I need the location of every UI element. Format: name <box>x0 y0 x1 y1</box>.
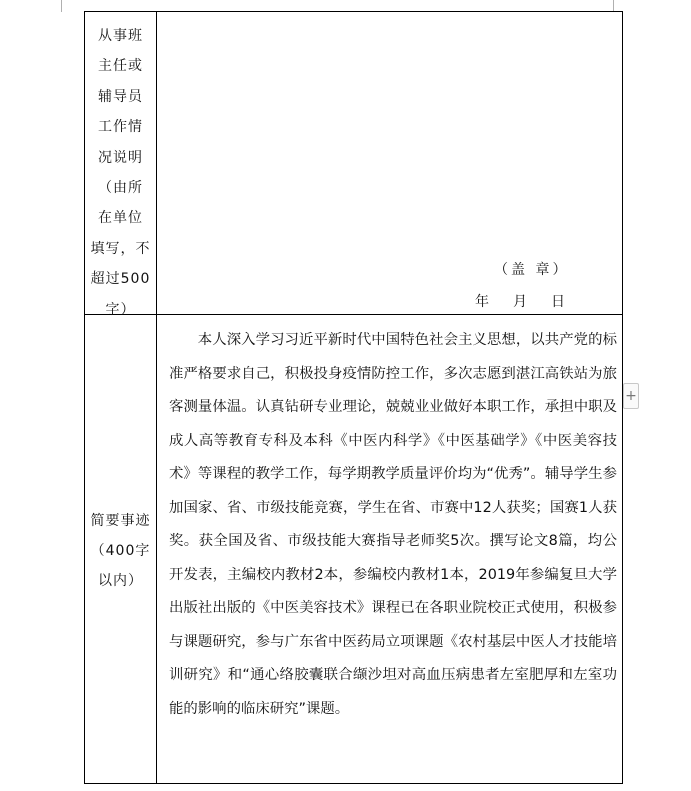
achievement-text[interactable]: 本人深入学习习近平新时代中国特色社会主义思想，以共产党的标准严格要求自己，积极投身疫情防控工作，多次志愿到湛江高铁站为旅客测量体温。认真钻研专业理论，兢兢业业做好本职工作，承担中职及成人高等教育专科及本科《中医内科学》《中医基础学》《中医美容技术》等课程的教学工作，每学期教学质量评价均为“优秀”。辅导学生参加国家、省、市级技能竞赛，学生在省、市赛中12人获奖；国赛1人获奖。获全国及省、市级技能大赛指导老师奖5次。撰写论文8篇，均公开发表，主编校内教材2本，参编校内教材1本，2019年参编复旦大学出版社出版的《中医美容技术》课程已在各职业院校正式使用，积极参与课题研究，参与广东省中医药局立项课题《农村基层中医人才技能培训研究》和“通心络胶囊联合缬沙坦对高血压病患者左室肥厚和左室功能的影响的临床研究”课题。 <box>169 332 617 717</box>
label-line: （400字 <box>90 543 151 559</box>
work-description-label <box>85 21 156 325</box>
label-line: 况说明 <box>98 149 143 166</box>
seal-text: （盖 章） <box>494 262 570 278</box>
label-line: （由所 <box>98 180 143 197</box>
plus-icon[interactable]: + <box>623 383 639 409</box>
label-line: 简要事迹 <box>90 513 151 529</box>
label-line: 超过500 <box>90 271 151 288</box>
label-line: 填写，不 <box>90 240 151 257</box>
crop-mark-left <box>61 0 62 12</box>
label-line: 主任或 <box>98 58 143 75</box>
label-line: 字） <box>105 301 136 318</box>
date-year: 年 <box>475 294 489 310</box>
label-line: 工作情 <box>98 119 143 136</box>
label-line: 以内） <box>98 573 143 589</box>
label-line: 从事班 <box>98 28 143 44</box>
column-divider <box>156 12 157 783</box>
date-day: 日 <box>551 294 565 310</box>
label-line: 辅导员 <box>98 88 143 105</box>
label-line: 在单位 <box>98 210 143 227</box>
row-divider <box>85 314 622 315</box>
form-table <box>84 11 623 784</box>
date-line <box>475 291 565 311</box>
achievement-label <box>85 506 156 596</box>
date-month: 月 <box>513 294 527 310</box>
